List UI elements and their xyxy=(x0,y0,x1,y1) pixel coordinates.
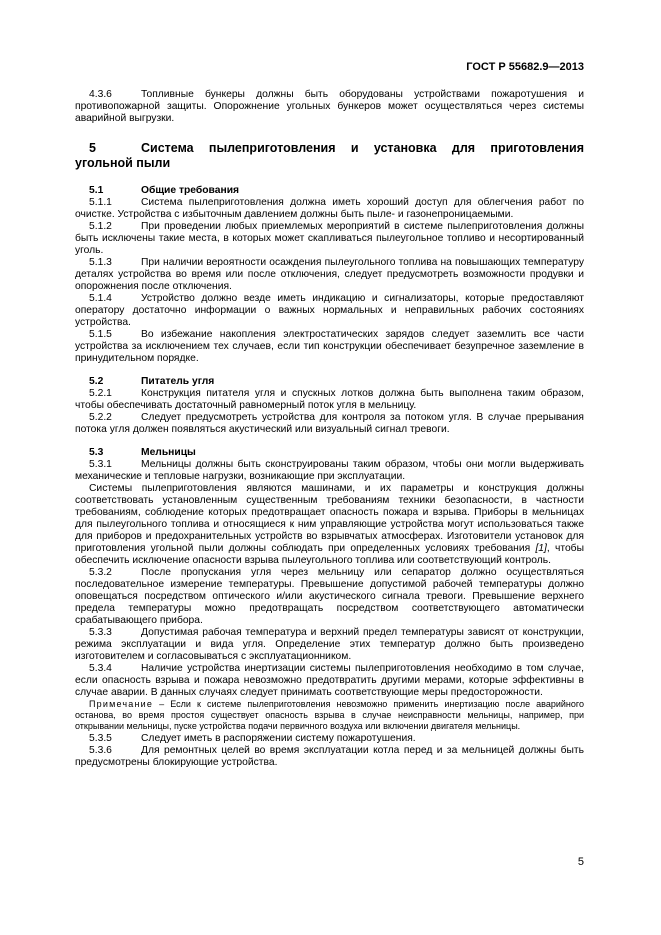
clause-text: Для ремонтных целей во время эксплуатации котла перед и за мельницей должны быть предусмотрены блокирующие устройства. xyxy=(75,744,584,768)
clause-text: После пропускания угля через мельницу или сепаратор должно осуществляться последовательное измерение температуры. Превышение допустимой рабочей температуры должно оповещаться посредством оптического и/или акустического сигнала тревоги. Превышение верхнего предела температуры можно предотвращать посредством соответствующего автоматически срабатывающего прибора. xyxy=(75,567,584,626)
paragraph-5-1-3 xyxy=(75,257,584,293)
paragraph-5-2-1 xyxy=(75,388,584,412)
clause-text: Следует иметь в распоряжении систему пожаротушения. xyxy=(141,732,416,744)
subsection-5-1-heading xyxy=(75,185,584,197)
subsection-title: Мельницы xyxy=(141,447,196,458)
clause-text: Система пылеприготовления должна иметь хороший доступ для облегчения работ по очистке. Устройства с избыточным давлением должны быть пыле- и газонепроницаемыми. xyxy=(75,197,584,220)
section-5-heading xyxy=(75,141,584,171)
subsection-title: Общие требования xyxy=(141,185,240,196)
paragraph-4-3-6 xyxy=(75,89,584,125)
clause-number: 5.1.4 xyxy=(89,293,112,304)
subsection-5-2-heading xyxy=(75,376,584,388)
subsection-number: 5.3 xyxy=(89,447,104,458)
note-label: Примечание xyxy=(89,699,154,709)
paragraph-5-3-1-continued xyxy=(75,483,584,567)
clause-number: 5.1.5 xyxy=(89,329,112,340)
paragraph-5-3-3 xyxy=(75,627,584,663)
clause-text: Наличие устройства инертизации системы пылеприготовления необходимо в том случае, если опасность взрыва и пожара невозможно предотвратить другими мерами, которые эффективны в случае аварии. В данных случаях следует принимать соответствующие меры предосторожности. xyxy=(75,663,584,698)
paragraph-5-1-1 xyxy=(75,197,584,221)
clause-number: 5.3.4 xyxy=(89,663,112,674)
paragraph-5-1-5 xyxy=(75,329,584,365)
clause-text: При наличии вероятности осаждения пылеугольного топлива на повышающих температуру деталях устройства во время или после отключения, следует предусмотреть возможности продувки и опорожнения после отключения. xyxy=(75,257,584,292)
clause-text: Следует предусмотреть устройства для контроля за потоком угля. В случае прерывания потока угля должен появляться акустический или визуальный сигнал тревоги. xyxy=(75,412,584,435)
clause-text: Системы пылеприготовления являются машинами, и их параметры и конструкция должны соответствовать установленным существенным требованиям техники безопасности, в частности требованиям, соблюдение которых предотвращает опасность пожара и взрыва. Приборы в мельницах для пылеугольного топлива и относящиеся к ним управляющие устройства могут использоваться также для приборов и предохранительных устройств во взрывчатых атмосферах. Изготовители установок для приготовления угольной пыли должны соблюдать при определенных условиях требования xyxy=(75,483,584,554)
subsection-title: Питатель угля xyxy=(141,376,215,387)
clause-text: При проведении любых приемлемых мероприятий в системе пылеприготовления должны быть исключены такие места, в которых может скапливаться пылеугольное топливо и несортированный уголь. xyxy=(75,221,584,256)
subsection-number: 5.2 xyxy=(89,376,104,387)
clause-text: Топливные бункеры должны быть оборудованы устройствами пожаротушения и противопожарной защиты. Опорожнение угольных бункеров может осуществляться через системы аварийной выгрузки. xyxy=(75,89,584,124)
paragraph-5-3-5 xyxy=(75,733,584,745)
note-paragraph xyxy=(75,699,584,733)
clause-number: 5.3.3 xyxy=(89,627,112,638)
clause-number: 5.3.6 xyxy=(89,744,112,756)
reference-link: [1] xyxy=(535,543,547,554)
clause-number: 5.2.2 xyxy=(89,412,112,423)
subsection-number: 5.1 xyxy=(89,185,104,196)
paragraph-5-3-4 xyxy=(75,663,584,699)
page-number: 5 xyxy=(577,856,584,868)
section-title: Система пылеприготовления и установка для приготовления угольной пыли xyxy=(75,141,584,170)
clause-text-continued: , чтобы обеспечить исключение опасности взрыва пылеугольного топлива или соответствующий контроль. xyxy=(75,543,584,566)
paragraph-5-2-2 xyxy=(75,412,584,436)
section-number: 5 xyxy=(89,141,96,155)
paragraph-5-3-2 xyxy=(75,567,584,627)
clause-text: Допустимая рабочая температура и верхний предел температуры зависят от конструкции, режима эксплуатации и вида угля. Определение этих температур должно быть произведено изготовителем и согласовываться с эксплуатационником. xyxy=(75,627,584,662)
clause-text: Во избежание накопления электростатических зарядов следует заземлить все части устройства за исключением тех случаев, если тип конструкции обеспечивает безупречное заземление в принудительном порядке. xyxy=(75,329,584,364)
paragraph-5-3-1 xyxy=(75,459,584,483)
clause-number: 5.1.3 xyxy=(89,257,112,268)
document-body xyxy=(75,89,584,769)
clause-number: 5.1.2 xyxy=(89,221,112,232)
note-text: – Если к системе пылеприготовления невозможно применить инертизацию после аварийного останова, во время простоя существует опасность взрыва в случае неисправности мельницы, например, при открывании мельницы, пуске устройства подачи первичного воздуха или включении двигателя мельницы. xyxy=(75,699,584,732)
paragraph-5-1-4 xyxy=(75,293,584,329)
clause-number: 5.1.1 xyxy=(89,197,112,208)
clause-number: 4.3.6 xyxy=(89,89,112,100)
clause-number: 5.3.2 xyxy=(89,567,112,578)
paragraph-5-1-2 xyxy=(75,221,584,257)
clause-text: Устройство должно везде иметь индикацию и сигнализаторы, которые предоставляют оператору достаточно информации о важных нормальных и неправильных рабочих состояниях устройства. xyxy=(75,293,584,328)
clause-number: 5.3.5 xyxy=(89,732,112,744)
clause-number: 5.2.1 xyxy=(89,388,112,399)
subsection-5-3-heading xyxy=(75,447,584,459)
clause-number: 5.3.1 xyxy=(89,459,112,470)
document-code: ГОСТ Р 55682.9—2013 xyxy=(466,61,584,73)
clause-text: Конструкция питателя угля и спускных лотков должна быть выполнена таким образом, чтобы обеспечивать достаточный равномерный поток угля в мельницу. xyxy=(75,388,584,411)
clause-text: Мельницы должны быть сконструированы таким образом, чтобы они могли выдерживать механические и тепловые нагрузки, возникающие при эксплуатации. xyxy=(75,459,584,482)
paragraph-5-3-6 xyxy=(75,745,584,769)
